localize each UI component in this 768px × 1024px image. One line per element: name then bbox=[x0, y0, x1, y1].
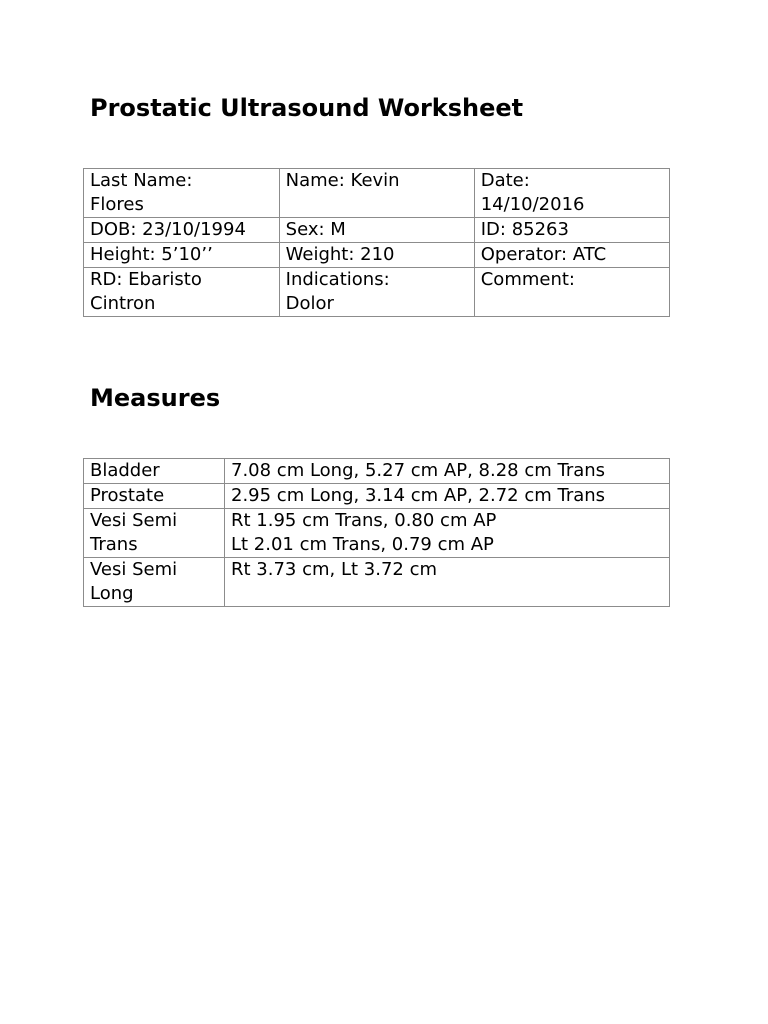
sex-cell bbox=[279, 218, 474, 243]
cell-text: 2.95 cm Long, 3.14 cm AP, 2.72 cm Trans bbox=[231, 485, 606, 506]
id-cell bbox=[474, 218, 669, 243]
cell-text: ID: 85263 bbox=[480, 219, 569, 240]
indications-cell bbox=[279, 268, 474, 317]
measure-label-cell bbox=[84, 558, 225, 607]
table-row bbox=[84, 169, 670, 218]
dob-cell bbox=[84, 218, 280, 243]
cell-text: 7.08 cm Long, 5.27 cm AP, 8.28 cm Trans bbox=[231, 460, 606, 481]
cell-text: Long bbox=[90, 583, 134, 604]
table-row bbox=[84, 459, 670, 484]
cell-text: Weight: 210 bbox=[285, 244, 395, 265]
last-name-cell bbox=[84, 169, 280, 218]
cell-text: Rt 3.73 cm, Lt 3.72 cm bbox=[231, 559, 437, 580]
measures-title: Measures bbox=[90, 384, 221, 412]
table-row bbox=[84, 268, 670, 317]
measure-value-cell bbox=[225, 509, 670, 558]
comment-cell bbox=[474, 268, 669, 317]
cell-text: Flores bbox=[90, 194, 144, 215]
cell-text: Dolor bbox=[285, 293, 334, 314]
cell-text: RD: Ebaristo bbox=[90, 269, 202, 290]
cell-text: Date: bbox=[480, 170, 530, 191]
cell-text: Rt 1.95 cm Trans, 0.80 cm AP bbox=[231, 510, 497, 531]
measures-table bbox=[83, 458, 670, 607]
patient-info-table bbox=[83, 168, 670, 317]
measure-label-cell bbox=[84, 484, 225, 509]
measure-value-cell bbox=[225, 558, 670, 607]
table-row bbox=[84, 243, 670, 268]
table-row bbox=[84, 509, 670, 558]
weight-cell bbox=[279, 243, 474, 268]
cell-text: Indications: bbox=[285, 269, 390, 290]
measure-label-cell bbox=[84, 509, 225, 558]
page-title: Prostatic Ultrasound Worksheet bbox=[90, 94, 524, 122]
first-name-cell bbox=[279, 169, 474, 218]
measure-value-cell bbox=[225, 484, 670, 509]
cell-text: Lt 2.01 cm Trans, 0.79 cm AP bbox=[231, 534, 494, 555]
measure-value-cell bbox=[225, 459, 670, 484]
rd-cell bbox=[84, 268, 280, 317]
measure-label-cell bbox=[84, 459, 225, 484]
cell-text: Vesi Semi bbox=[90, 510, 178, 531]
table-row bbox=[84, 558, 670, 607]
cell-text: Last Name: bbox=[90, 170, 193, 191]
cell-text: DOB: 23/10/1994 bbox=[90, 219, 246, 240]
cell-text: Trans bbox=[90, 534, 138, 555]
cell-text: Prostate bbox=[90, 485, 165, 506]
table-row bbox=[84, 218, 670, 243]
cell-text: Bladder bbox=[90, 460, 160, 481]
operator-cell bbox=[474, 243, 669, 268]
cell-text: Cintron bbox=[90, 293, 156, 314]
table-row bbox=[84, 484, 670, 509]
cell-text: Height: 5’10’’ bbox=[90, 244, 213, 265]
cell-text: Comment: bbox=[480, 269, 575, 290]
cell-text: Vesi Semi bbox=[90, 559, 178, 580]
cell-text: 14/10/2016 bbox=[480, 194, 585, 215]
cell-text: Sex: M bbox=[285, 219, 346, 240]
height-cell bbox=[84, 243, 280, 268]
cell-text: Name: Kevin bbox=[285, 170, 400, 191]
cell-text: Operator: ATC bbox=[480, 244, 607, 265]
date-cell bbox=[474, 169, 669, 218]
